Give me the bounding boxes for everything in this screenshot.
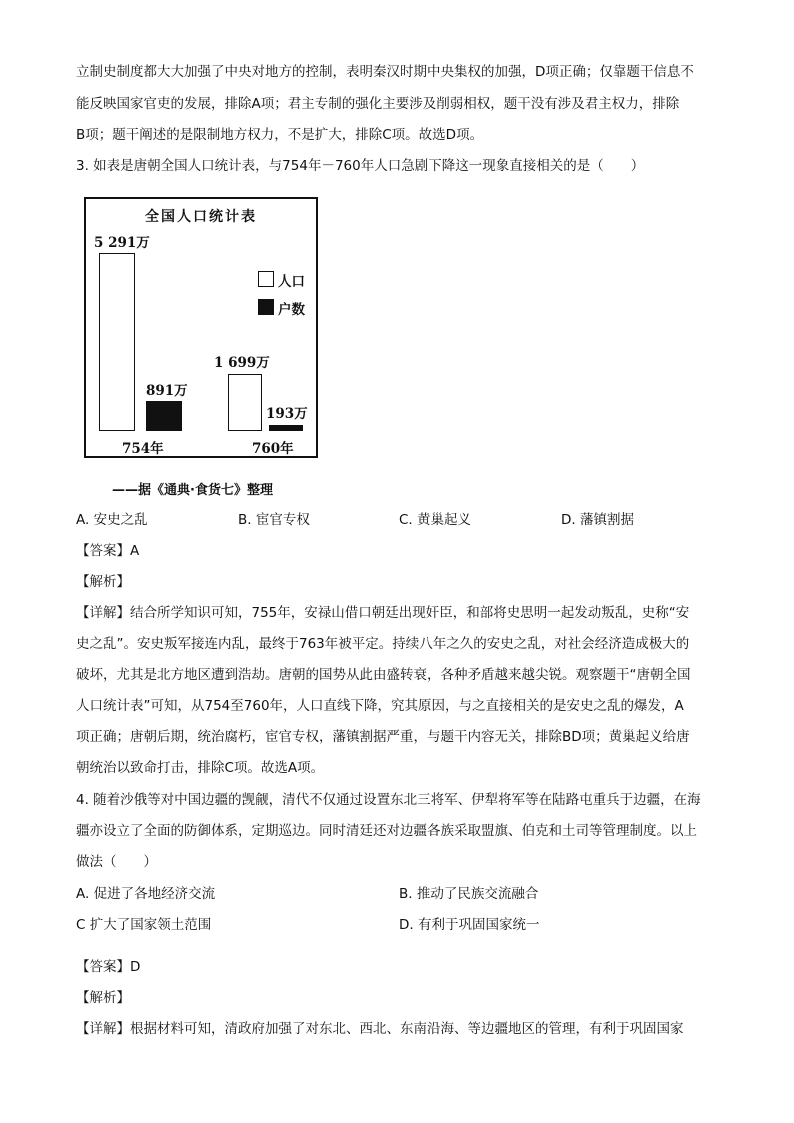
q3-detail-line: 项正确；唐朝后期，统治腐朽，宦官专权，藩镇割据严重，与题干内容无关，排除BD项；黄巢起义给唐 xyxy=(76,729,690,745)
question-4-stem-line: 疆亦设立了全面的防御体系，定期巡边。同时清廷还对边疆各族采取盟旗、伯克和土司等管理制度。以上 xyxy=(76,823,697,839)
bar-754-households xyxy=(146,401,182,431)
bar-label-754-population: 5 291万 xyxy=(94,235,150,251)
q3-detail-line: 朝统治以致命打击，排除C项。故选A项。 xyxy=(76,760,325,776)
q4-answer: 【答案】D xyxy=(76,959,141,975)
q4-detail-line: 【详解】根据材料可知，清政府加强了对东北、西北、东南沿海、等边疆地区的管理，有利于巩固国家 xyxy=(76,1021,684,1037)
bar-label-760-households: 193万 xyxy=(266,406,308,422)
q3-detail-line: 人口统计表”可知，从754至760年，人口直线下降，究其原因，与之直接相关的是安史之乱的爆发，A xyxy=(76,698,684,714)
legend-swatch-households xyxy=(258,299,274,315)
chart-title: 全国人口统计表 xyxy=(145,209,257,225)
question-4-stem-line: 做法（ ） xyxy=(76,854,157,870)
q3-option-b: B. 宦官专权 xyxy=(238,512,310,528)
q3-detail-line: 【详解】结合所学知识可知，755年，安禄山借口朝廷出现奸臣，和部将史思明一起发动叛乱，史称“安 xyxy=(76,605,690,621)
q3-answer: 【答案】A xyxy=(76,543,140,559)
x-label-754: 754年 xyxy=(122,441,164,457)
paragraph-line: B项；题干阐述的是限制地方权力，不是扩大，排除C项。故选D项。 xyxy=(76,127,484,143)
bar-label-760-population: 1 699万 xyxy=(214,355,270,371)
paragraph-line: 能反映国家官吏的发展，排除A项；君主专制的强化主要涉及削弱相权，题干没有涉及君主权力，排除 xyxy=(76,96,680,112)
paragraph-line: 立制史制度都大大加强了中央对地方的控制，表明秦汉时期中央集权的加强，D项正确；仅靠题干信息不 xyxy=(76,64,694,80)
population-chart xyxy=(84,197,318,458)
question-4-stem-line: 4. 随着沙俄等对中国边疆的觊觎，清代不仅通过设置东北三将军、伊犁将军等在陆路屯重兵于边疆，在海 xyxy=(76,792,701,808)
legend-swatch-population xyxy=(258,271,274,287)
bar-760-population xyxy=(228,374,262,431)
chart-source: ——据《通典·食货七》整理 xyxy=(112,483,273,498)
q4-option-a: A. 促进了各地经济交流 xyxy=(76,886,216,902)
q3-option-d: D. 藩镇割据 xyxy=(561,512,634,528)
q4-option-b: B. 推动了民族交流融合 xyxy=(399,886,539,902)
bar-label-754-households: 891万 xyxy=(146,383,188,399)
q3-analysis-heading: 【解析】 xyxy=(76,574,130,590)
bar-754-population xyxy=(99,253,135,431)
bar-760-households xyxy=(269,425,303,431)
q4-analysis-heading: 【解析】 xyxy=(76,990,130,1006)
legend-label-households: 户数 xyxy=(278,302,305,318)
legend-label-population: 人口 xyxy=(278,274,305,290)
q3-option-a: A. 安史之乱 xyxy=(76,512,148,528)
q4-option-d: D. 有利于巩固国家统一 xyxy=(399,917,540,933)
q3-option-c: C. 黄巢起义 xyxy=(399,512,472,528)
question-3-stem: 3. 如表是唐朝全国人口统计表，与754年－760年人口急剧下降这一现象直接相关的是（ ） xyxy=(76,158,645,174)
x-label-760: 760年 xyxy=(252,441,294,457)
q3-detail-line: 破坏，尤其是北方地区遭到浩劫。唐朝的国势从此由盛转衰，各种矛盾越来越尖锐。观察题干“唐朝全国 xyxy=(76,667,691,683)
q4-option-c: C 扩大了国家领土范围 xyxy=(76,917,212,933)
q3-detail-line: 史之乱”。安史叛军接连内乱，最终于763年被平定。持续八年之久的安史之乱，对社会经济造成极大的 xyxy=(76,636,690,652)
